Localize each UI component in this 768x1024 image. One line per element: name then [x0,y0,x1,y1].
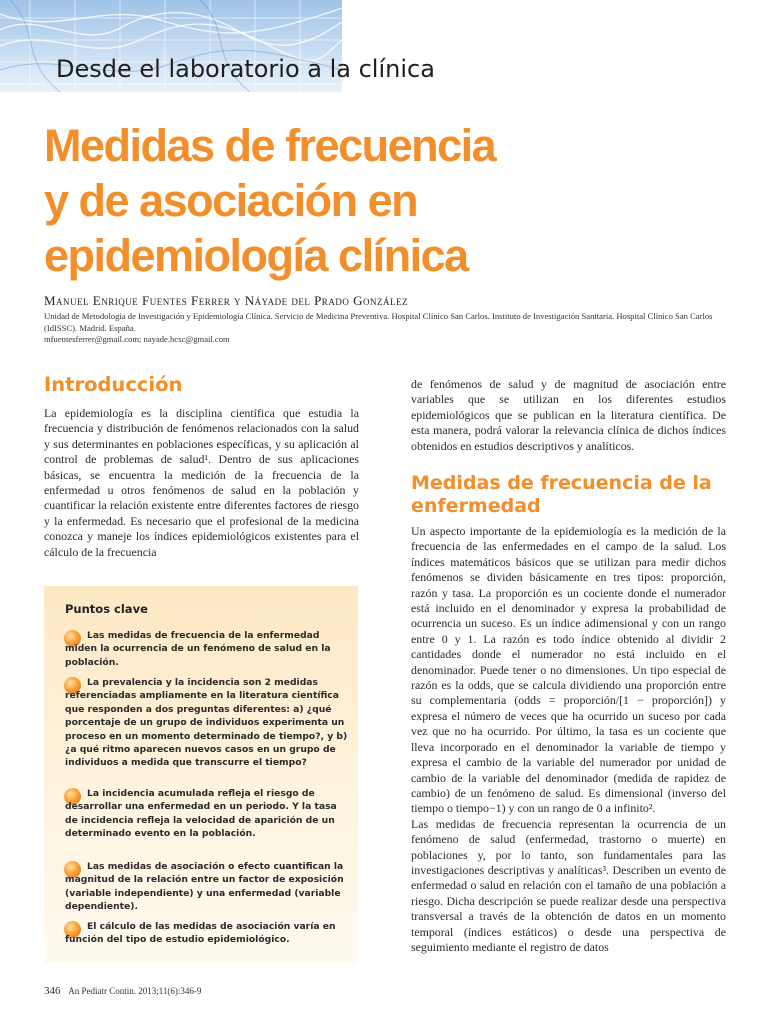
frequency-paragraph: Las medidas de frecuencia representan la ocurrencia de un fenómeno de salud (enfermedad, trastorno o muerte) en poblaciones y, por lo tanto, son fundamentales para las investigaciones descriptivas y analíticas³. Describen un evento de enfermedad o salud en relación con el tamaño de una población a riesgo. Dicha descripción se puede realizar desde una perspectiva transversal a través de la obtención de datos en un momento temporal (índices estáticos) o desde una perspectiva de seguimiento mediante el registro de datos [411,816,726,954]
frequency-column [411,524,726,955]
key-point-item: La incidencia acumulada refleja el riesgo de desarrollar una enfermedad en un periodo. Y la tasa de incidencia refleja la velocidad de aparición de un determinado evento en la población. [65,788,337,840]
key-point-item: Las medidas de frecuencia de la enfermedad miden la ocurrencia de un fenómeno de salud en la población. [65,630,331,668]
affiliation: Unidad de Metodología de Investigación y Epidemiología Clínica. Servicio de Medicina Preventiva. Hospital Clínico San Carlos. Instituto de Investigación Sanitaria. Hospital Clínico San Carlos (IdISSC). Madrid. España. [44,311,713,333]
authors: Manuel Enrique Fuentes Ferrer y Náyade del Prado González [44,293,408,308]
title-line: epidemiología clínica [44,230,468,281]
frequency-heading: Medidas de frecuencia de la enfermedad [411,472,712,517]
title-line: Medidas de frecuencia [44,120,496,171]
page-number: 346 [44,985,61,997]
article-title [44,118,495,283]
title-line: y de asociación en [44,175,418,226]
section-label: Desde el laboratorio a la clínica [56,55,435,83]
intro-heading: Introducción [44,373,183,396]
intro-paragraph: La epidemiología es la disciplina científica que estudia la frecuencia y distribución de fenómenos relacionados con la salud y sus determinantes en poblaciones específicas, y su aplicación al control de problemas de salud¹. Dentro de sus aplicaciones básicas, se encuentra la medición de la frecuencia de la enfermedad u otros fenómenos de salud en la población y cuantificar la relación existente entre diferentes factores de riesgo y la enfermedad. Es necesario que el profesional de la medicina conozca y maneje los índices epidemiológicos existentes para el cálculo de la frecuencia [44,406,359,559]
key-points-title: Puntos clave [65,602,148,616]
author-emails: mfuentesferrer@gmail.com; nayade.hcsc@gmail.com [44,334,230,344]
key-points-box [44,586,358,964]
intro-column [44,406,359,560]
journal-citation: An Pediatr Contin. 2013;11(6):346-9 [68,986,202,996]
page-footer [44,985,201,997]
key-point-item: La prevalencia y la incidencia son 2 medidas referenciadas ampliamente en la literatura científica que responden a dos preguntas diferentes: a) ¿qué porcentaje de un grupo de individuos experimenta un proceso en un momento determinado de tiempo?, y b) ¿a qué ritmo aparecen nuevos casos en un grupo de individuos a medida que transcurre el tiempo? [65,677,348,769]
key-point-item: El cálculo de las medidas de asociación varía en función del tipo de estudio epidemiológico. [65,921,336,946]
frequency-paragraph: Un aspecto importante de la epidemiología es la medición de la frecuencia de las enfermedades en el campo de la salud. Los índices matemáticos básicos que se utilizan para medir dichos fenómenos se dividen básicamente en tres tipos: proporción, razón y tasa. La proporción es un cociente donde el numerador está incluido en el denominador y expresa la probabilidad de ocurrencia un suceso. Es un índice adimensional y con un rango entre 0 y 1. La razón es todo índice obtenido al dividir 2 cantidades donde el numerador no está incluido en el denominador. Puede tener o no dimensiones. Un tipo especial de razón es la odds, que se calcula dividiendo una proporción entre su complementaria (odds = proporción/[1 − proporción]) y expresa el número de veces que ha ocurrido un suceso por cada vez que no ha ocurrido. Por último, la tasa es un cociente que lleva incorporado en el denominador la variable de tiempo y expresa el cambio de la variable del numerador por unidad de cambio de la variable del denominador (medida de rapidez de cambio) de un fenómeno de salud. Es dimensional (inverso del tiempo o tiempo−1) y con un rango de 0 a infinito². [411,524,726,816]
intro-continuation-column [411,377,726,454]
key-point-item: Las medidas de asociación o efecto cuantifican la magnitud de la relación entre un factor de exposición (variable independiente) y una enfermedad (variable dependiente). [65,861,344,913]
intro-continuation: de fenómenos de salud y de magnitud de asociación entre variables que se utilizan en los diferentes estudios epidemiológicos que se publican en la literatura científica. De esta manera, podrá valorar la relevancia clínica de dichos índices obtenidos en estudios descriptivos y analíticos. [411,377,726,453]
